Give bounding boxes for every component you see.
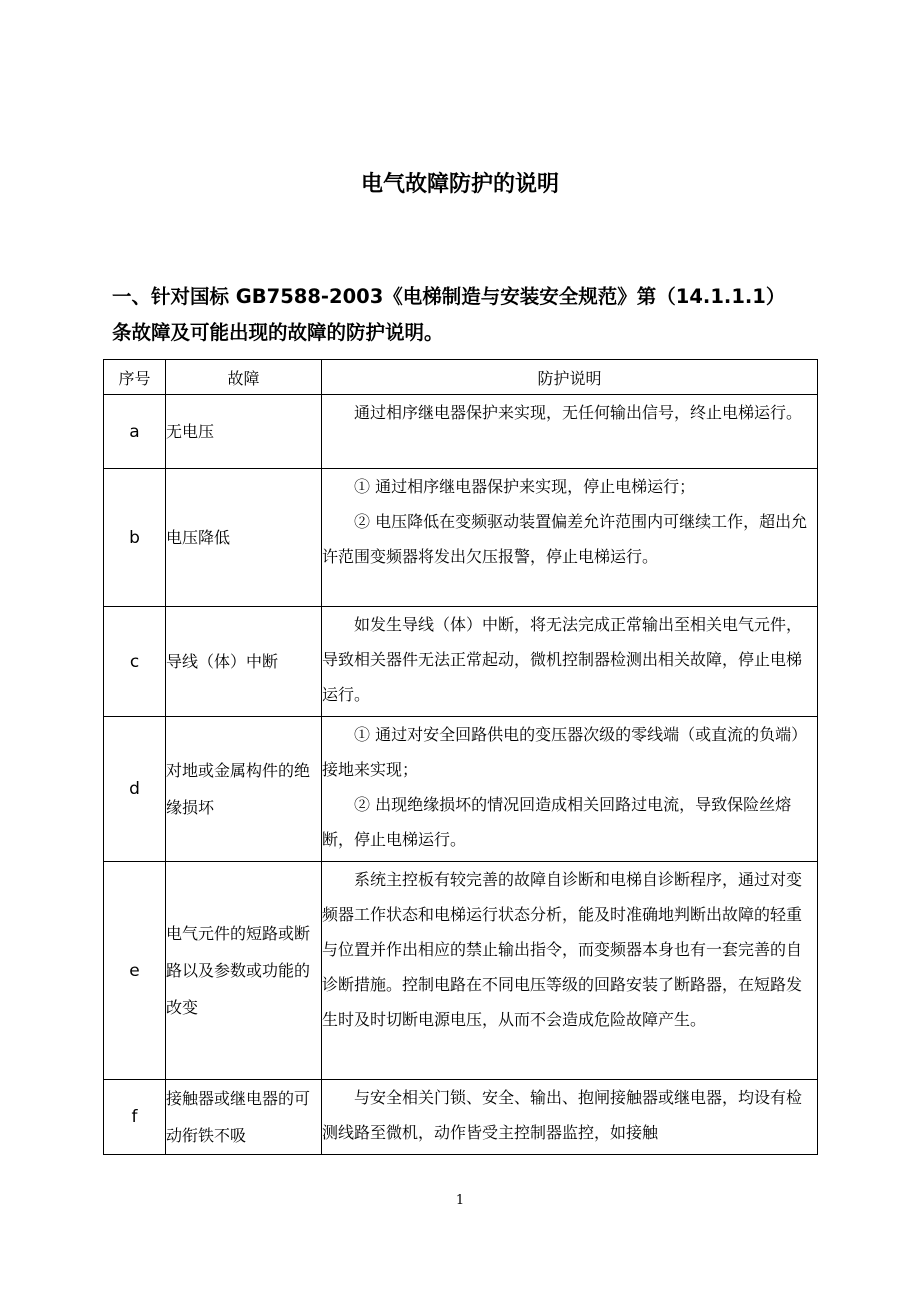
row-seq: d xyxy=(104,717,166,862)
header-description: 防护说明 xyxy=(322,360,818,395)
description-paragraph: 如发生导线（体）中断，将无法完成正常输出至相关电气元件，导致相关器件无法正常起动，微机控制器检测出相关故障，停止电梯运行。 xyxy=(322,615,803,704)
header-fault: 故障 xyxy=(166,360,322,395)
row-fault: 电气元件的短路或断路以及参数或功能的改变 xyxy=(166,862,322,1080)
description-paragraph: 通过相序继电器保护来实现，无任何输出信号，终止电梯运行。 xyxy=(354,403,803,422)
fault-protection-table xyxy=(103,359,818,1155)
row-fault: 电压降低 xyxy=(166,469,322,607)
row-seq: b xyxy=(104,469,166,607)
row-description xyxy=(322,1080,818,1155)
description-paragraph: ② 电压降低在变频驱动装置偏差允许范围内可继续工作，超出允许范围变频器将发出欠压报警，停止电梯运行。 xyxy=(322,512,808,566)
row-seq: a xyxy=(104,395,166,469)
row-fault: 无电压 xyxy=(166,395,322,469)
header-seq: 序号 xyxy=(104,360,166,395)
document-title: 电气故障防护的说明 xyxy=(360,172,559,197)
table-row xyxy=(104,862,818,1080)
row-description xyxy=(322,717,818,862)
description-paragraph: ① 通过对安全回路供电的变压器次级的零线端（或直流的负端）接地来实现； xyxy=(322,725,808,779)
row-seq: c xyxy=(104,607,166,717)
table-header-row xyxy=(104,360,818,395)
row-fault: 接触器或继电器的可动衔铁不吸 xyxy=(166,1080,322,1155)
section-heading-line-2: 条故障及可能出现的故障的防护说明。 xyxy=(112,321,444,344)
row-description xyxy=(322,862,818,1080)
description-paragraph: ② 出现绝缘损坏的情况回造成相关回路过电流，导致保险丝熔断，停止电梯运行。 xyxy=(322,795,792,849)
table-row xyxy=(104,717,818,862)
table-row xyxy=(104,607,818,717)
row-fault: 导线（体）中断 xyxy=(166,607,322,717)
page-number: 1 xyxy=(455,1193,465,1208)
description-paragraph: ① 通过相序继电器保护来实现，停止电梯运行； xyxy=(354,477,696,496)
row-description xyxy=(322,469,818,607)
description-paragraph: 与安全相关门锁、安全、输出、抱闸接触器或继电器，均设有检测线路至微机，动作皆受主控制器监控，如接触 xyxy=(322,1088,803,1142)
description-paragraph: 系统主控板有较完善的故障自诊断和电梯自诊断程序，通过对变频器工作状态和电梯运行状态分析，能及时准确地判断出故障的轻重与位置并作出相应的禁止输出指令，而变频器本身也有一套完善的自诊断措施。控制电路在不同电压等级的回路安装了断路器，在短路发生时及时切断电源电压，从而不会造成危险故障产生。 xyxy=(322,870,803,1029)
row-fault: 对地或金属构件的绝缘损坏 xyxy=(166,717,322,862)
row-description xyxy=(322,395,818,469)
table-row xyxy=(104,1080,818,1155)
section-heading-line-1: 一、针对国标 GB7588-2003《电梯制造与安装安全规范》第（14.1.1.1） xyxy=(112,285,786,308)
table-row xyxy=(104,469,818,607)
row-seq: e xyxy=(104,862,166,1080)
table-row xyxy=(104,395,818,469)
section-heading xyxy=(112,279,827,351)
row-seq: f xyxy=(104,1080,166,1155)
row-description xyxy=(322,607,818,717)
